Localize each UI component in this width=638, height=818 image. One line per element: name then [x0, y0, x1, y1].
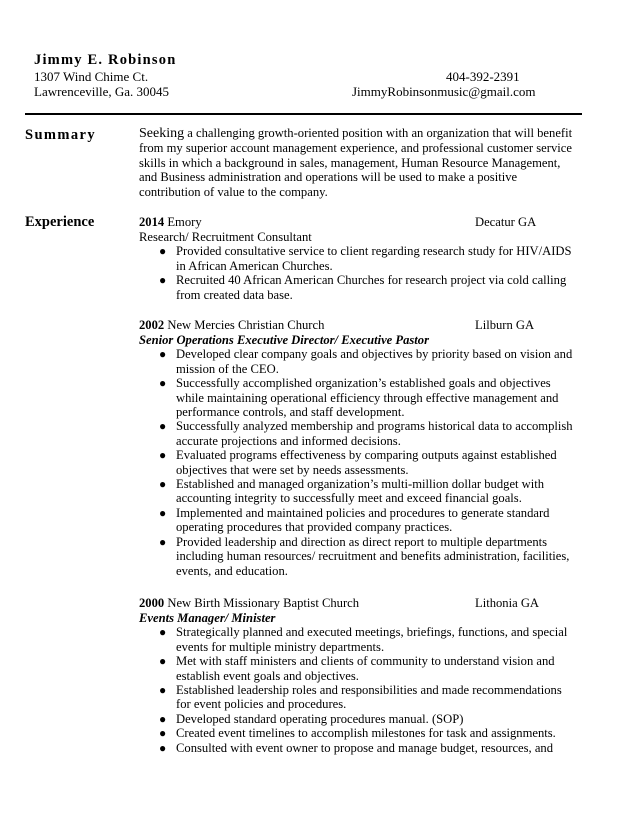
duty-list: [139, 625, 579, 755]
resume-name: Jimmy E. Robinson: [34, 52, 177, 68]
duty-item: [139, 419, 579, 448]
header-divider: [25, 113, 582, 115]
job-role: Senior Operations Executive Director/ Executive Pastor: [139, 333, 429, 347]
duty-text: Evaluated programs effectiveness by comparing outputs against established objectives that were set by needs assessments.: [176, 448, 557, 477]
job-entry: [139, 318, 579, 578]
job-org: New Birth Missionary Baptist Church: [167, 596, 360, 610]
summary-first-word: Seeking: [139, 126, 185, 141]
job-year: 2002: [139, 318, 165, 332]
bullet-icon: ●: [159, 683, 167, 698]
duty-text: Provided leadership and direction as direct report to multiple departments including human resources/ recruitment and benefits administration, facilities, events, and education.: [176, 534, 570, 578]
duty-text: Established and managed organization’s multi-million dollar budget with accounting integrity to successfully meet and exceed financial goals.: [176, 477, 545, 506]
summary-text: [139, 126, 579, 199]
job-entry: [139, 596, 579, 755]
duty-item: [139, 376, 579, 419]
duty-list: [139, 347, 579, 578]
job-role: Research/ Recruitment Consultant: [139, 230, 312, 244]
duty-item: [139, 273, 579, 302]
duty-text: Developed clear company goals and objectives by priority based on vision and mission of the CEO.: [176, 347, 573, 376]
bullet-icon: ●: [159, 477, 167, 492]
summary-heading: Summary: [25, 127, 97, 143]
job-header: [139, 596, 579, 611]
duty-item: [139, 244, 579, 273]
job-header: [139, 318, 579, 333]
bullet-icon: ●: [159, 448, 167, 463]
summary-body: a challenging growth-oriented position with an organization that will benefit from my superior account management experience, and professional customer service skills in which a background in sales, management, Human Resource Management, and Business administration and operations will be used to make a positive contribution of value to the company.: [139, 126, 573, 199]
duty-text: Implemented and maintained policies and procedures to generate standard operating procedures that provided company practices.: [176, 505, 550, 535]
bullet-icon: ●: [159, 347, 167, 362]
address-line-1: 1307 Wind Chime Ct.: [34, 69, 149, 84]
duty-text: Recruited 40 African American Churches for research project via cold calling from created data base.: [176, 273, 567, 302]
bullet-icon: ●: [159, 244, 167, 259]
phone-number: 404-392-2391: [446, 69, 520, 84]
job-role: Events Manager/ Minister: [139, 611, 276, 625]
duty-item: [139, 741, 579, 755]
job-location: Lilburn GA: [475, 318, 535, 332]
bullet-icon: ●: [159, 419, 167, 434]
bullet-icon: ●: [159, 505, 167, 520]
duty-list: [139, 244, 579, 302]
duty-item: [139, 625, 579, 654]
job-location: Decatur GA: [475, 215, 537, 229]
duty-text: Established leadership roles and responsibilities and made recommendations for event policies and procedures.: [176, 683, 562, 712]
job-year: 2000: [139, 596, 165, 610]
job-header: [139, 215, 579, 230]
duty-item: [139, 535, 579, 578]
duty-text: Successfully accomplished organization’s established goals and objectives while maintaining operational efficiency through effective management and performance controls, and staff development.: [176, 376, 559, 420]
duty-item: [139, 654, 579, 683]
duty-text: Strategically planned and executed meetings, briefings, functions, and special events for multiple ministry departments.: [176, 625, 568, 654]
duty-text: Met with staff ministers and clients of community to understand vision and establish event goals and objectives.: [176, 654, 555, 683]
duty-text: Created event timelines to accomplish milestones for task and assignments.: [176, 726, 556, 741]
duty-item: [139, 712, 579, 726]
job-year: 2014: [139, 215, 165, 229]
job-entry: [139, 215, 579, 302]
bullet-icon: ●: [159, 534, 167, 549]
duty-text: Provided consultative service to client regarding research study for HIV/AIDS in African American Churches.: [176, 244, 572, 273]
duty-item: [139, 683, 579, 712]
address-line-2: Lawrenceville, Ga. 30045: [34, 84, 170, 99]
bullet-icon: ●: [159, 740, 167, 755]
bullet-icon: ●: [159, 376, 167, 391]
bullet-icon: ●: [159, 711, 167, 726]
bullet-icon: ●: [159, 625, 167, 640]
duty-item: [139, 726, 579, 740]
job-org: Emory: [167, 215, 202, 229]
bullet-icon: ●: [159, 654, 167, 669]
duty-item: [139, 448, 579, 477]
bullet-icon: ●: [159, 726, 167, 741]
duty-item: [139, 477, 579, 506]
email-address: JimmyRobinsonmusic@gmail.com: [352, 84, 536, 99]
duty-text: Successfully analyzed membership and programs historical data to accomplish accurate projections and informed decisions.: [176, 419, 573, 448]
duty-text: Developed standard operating procedures manual. (SOP): [176, 711, 464, 726]
duty-item: [139, 506, 579, 535]
experience-heading: Experience: [25, 214, 95, 230]
job-location: Lithonia GA: [475, 596, 540, 610]
duty-text: Consulted with event owner to propose and manage budget, resources, and: [176, 740, 554, 755]
duty-item: [139, 347, 579, 376]
job-org: New Mercies Christian Church: [167, 318, 325, 332]
bullet-icon: ●: [159, 273, 167, 288]
